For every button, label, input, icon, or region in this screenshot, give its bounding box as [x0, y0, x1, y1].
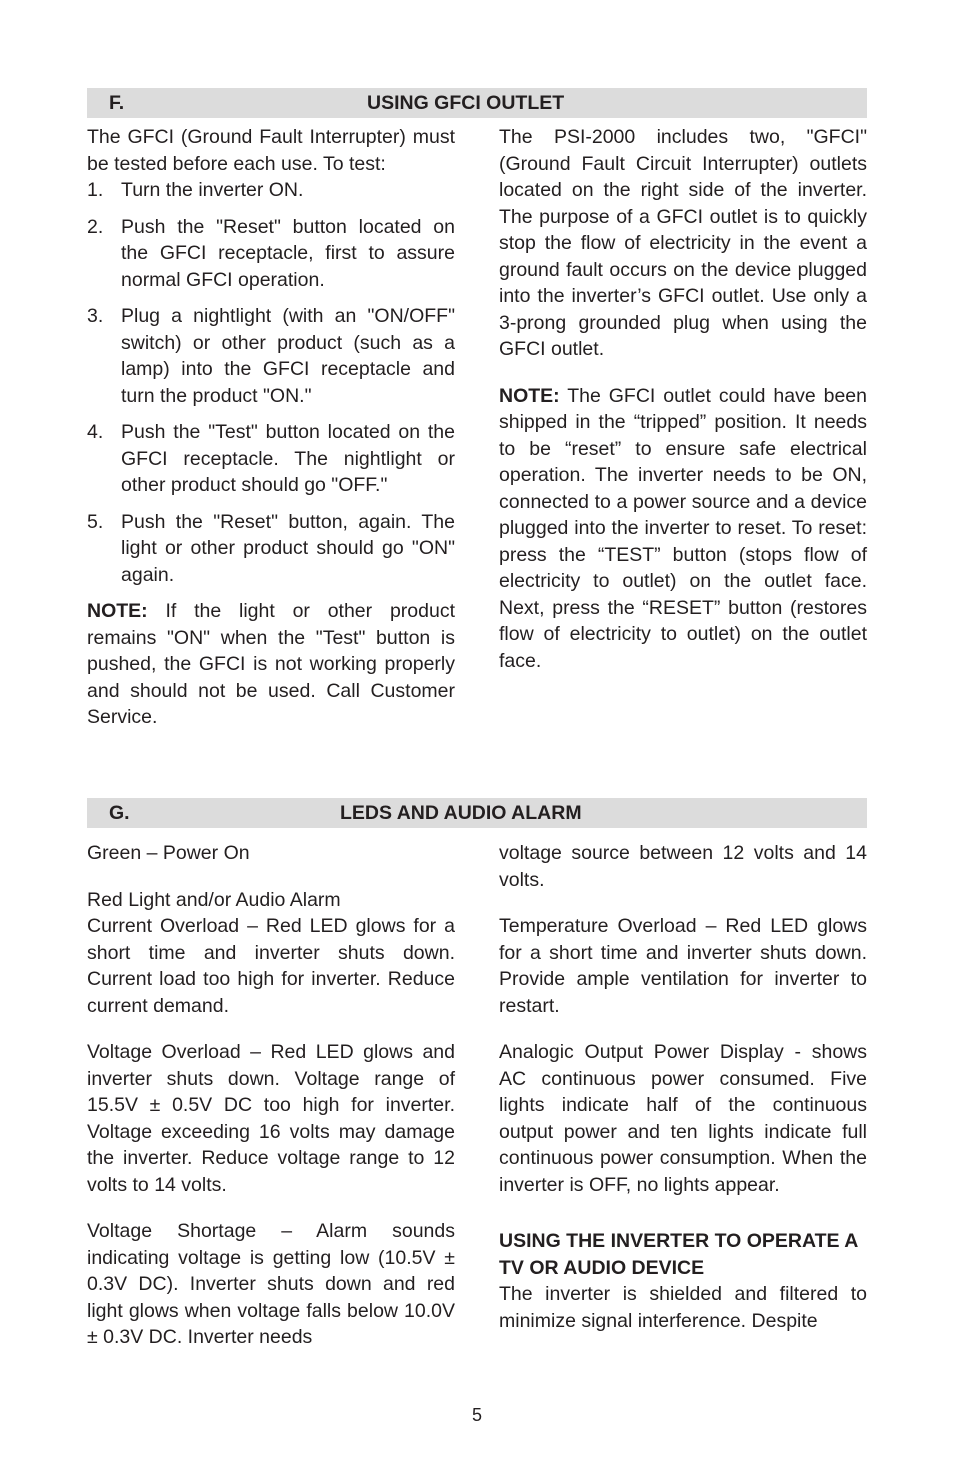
list-item: 1. Turn the inverter ON. — [87, 179, 304, 201]
section-f-right-column — [499, 124, 867, 674]
red-led-heading: Red Light and/or Audio Alarm — [87, 888, 341, 911]
section-f-header — [87, 88, 867, 118]
gfci-description: The PSI-2000 includes two, "GFCI" (Ground Fault Circuit Interrupter) outlets located on the right side of the inverter. The purpose of a GFCI outlet is to quickly stop the flow of electricity in the event a ground fault occurs on the device plugged into the inverter’s GFCI outlet. Use only a 3-prong grounded plug when using the GFCI outlet. — [499, 126, 867, 360]
list-item: 4. Push the "Test" button located on the GFCI receptacle. The nightlight or other product should go "OFF." — [87, 421, 455, 496]
gfci-test-intro: The GFCI (Ground Fault Interrupter) must be tested before each use. To test: — [87, 126, 455, 175]
gfci-note-1: NOTE: If the light or other product remains "ON" when the "Test" button is pushed, the GFCI is not working properly and should not be used. Call Customer Service. — [87, 600, 455, 728]
section-f-left-column — [87, 124, 455, 731]
current-overload-text: Current Overload – Red LED glows for a short time and inverter shuts down. Current load too high for inverter. Reduce current demand. — [87, 915, 455, 1017]
section-g-header — [87, 798, 867, 828]
note-label: NOTE: — [499, 384, 560, 407]
tv-audio-text: The inverter is shielded and filtered to minimize signal interference. Despite — [499, 1283, 867, 1332]
page-number: 5 — [471, 1405, 482, 1425]
temperature-overload-text: Temperature Overload – Red LED glows for a short time and inverter shuts down. Provide ample ventilation for inverter to restart. — [499, 915, 867, 1017]
green-led-text: Green – Power On — [87, 842, 250, 864]
tv-audio-heading: USING THE INVERTER TO OPERATE A TV OR AUDIO DEVICE — [499, 1230, 858, 1279]
list-item: 2. Push the "Reset" button located on the GFCI receptacle, first to assure normal GFCI operation. — [87, 215, 455, 291]
section-g-right-column — [499, 840, 867, 1334]
section-g-title: LEDS AND AUDIO ALARM — [340, 802, 582, 824]
section-g-left-column — [87, 840, 455, 1351]
note-label: NOTE: — [87, 600, 148, 622]
gfci-test-steps — [87, 177, 455, 588]
list-item: 3. Plug a nightlight (with an "ON/OFF" switch) or other product (such as a lamp) into the GFCI receptacle and turn the product "ON." — [87, 305, 455, 407]
section-g-letter: G. — [109, 802, 130, 824]
section-f-letter: F. — [109, 92, 125, 114]
voltage-shortage-continued: voltage source between 12 volts and 14 volts. — [499, 842, 867, 891]
list-item: 5. Push the "Reset" button, again. The light or other product should go "ON" again. — [87, 510, 455, 586]
voltage-overload-text: Voltage Overload – Red LED glows and inverter shuts down. Voltage range of 15.5V ± 0.5V DC too high for inverter. Voltage exceeding 16 volts may damage the inverter. Reduce voltage range to 12 volts to 14 volts. — [87, 1041, 455, 1196]
analogic-display-text: Analogic Output Power Display - shows AC continuous power consumed. Five lights indicate half of the continuous output power and ten lights indicate full continuous power consumption. When the inverter is OFF, no lights appear. — [499, 1041, 867, 1196]
section-f-title: USING GFCI OUTLET — [367, 92, 565, 114]
voltage-shortage-text: Voltage Shortage – Alarm sounds indicating voltage is getting low (10.5V ± 0.3V DC). Inverter shuts down and red light glows when voltage falls below 10.0V ± 0.3V DC. Inverter needs — [87, 1220, 455, 1348]
gfci-note-2: NOTE: The GFCI outlet could have been shipped in the “tripped” position. It needs to be “reset” to ensure safe electrical operation. The inverter needs to be ON, connected to a power source and a device plugged into the inverter to reset. To reset: press the “TEST” button (stops flow of electricity to outlet) on the outlet face. Next, press the “RESET” button (restores flow of electricity to outlet) on the outlet face. — [499, 384, 867, 672]
